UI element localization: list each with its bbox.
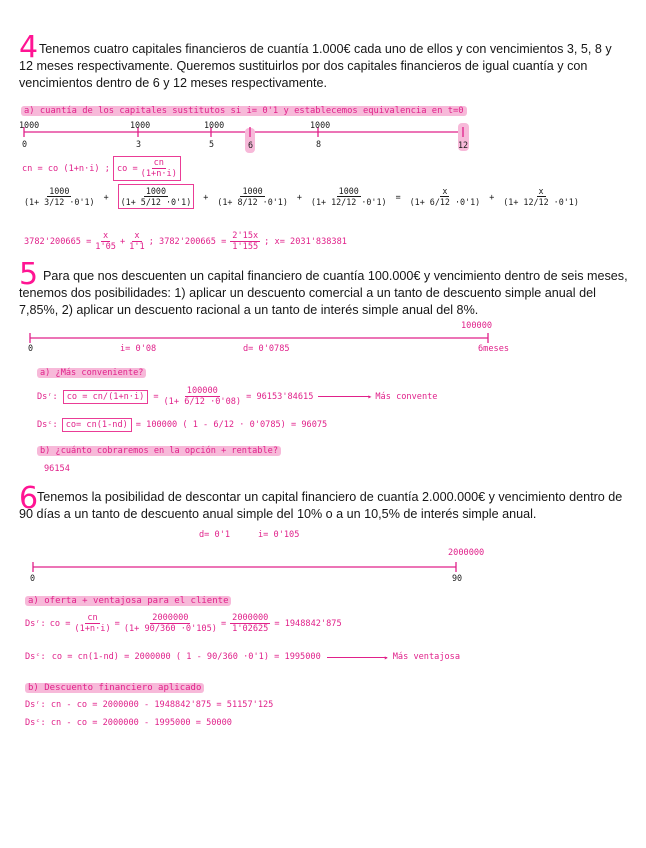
p5-question-b: b) ¿cuánto cobraremos en la opción + rentable? [37,446,281,456]
p6-heading-b: b) Descuento financiero aplicado [25,683,204,693]
tl5-i: i= 0'08 [120,344,157,354]
p6-heading-a: a) oferta + ventajosa para el cliente [25,596,231,606]
p6-dsr-frac-2: $\frac{2000000}{(1+ 90/360 \cdot 0'105)}$ [123,613,217,634]
eq-frac-4: $\frac{1000}{(1+ 12/12 \cdot 0'1)}$ [310,186,387,207]
arrow-icon: ▸ [327,657,387,658]
eq-frac-5: $\frac{x}{(1+ 6/12 \cdot 0'1)}$ [409,186,481,207]
result-frac-2: $\frac{x}{1'1}$ [129,231,145,252]
formula-num: cn [153,158,164,168]
problem-6-statement: Tenemos la posibilidad de descontar un capital financiero de cuantía 2.000.000€ y vencimiento dentro de 90 días a un tanto de descuento anual simple del 10% o a un 10,5% de interés simple anual. [19,490,623,521]
result-plus: + [119,236,126,247]
p5-dsc-box: co= cn(1-nd) [62,418,132,432]
p5-dsr-eq: = [153,391,159,402]
p5-dsr-box: co = cn/(1+n·i) [63,390,149,404]
eq-op-1: + [103,191,109,202]
p6-dsc-note: Más ventajosa [392,652,461,662]
p6-i: i= 0'105 [258,530,300,540]
result-frac-3: $\frac{2'15x}{1'155}$ [232,231,259,252]
tl4-top-0: 1000 [19,120,40,130]
p6-dsc-label: Dsᶜ: [25,652,46,662]
eq-frac-2: $\frac{1000}{(1+ 5/12 \cdot 0'1)}$ [118,184,195,209]
formula-simple-interest: cn = co (1+n·i) ; [22,163,110,174]
tl4-top-3: 1000 [310,120,331,130]
p6-rational [25,613,342,634]
tl6-left: 0 [30,573,36,583]
p6-b-rational: Dsʳ: cn - co = 2000000 - 1948842'875 = 51157'125 [25,700,274,710]
tl6-right: 90 [452,573,463,583]
tl4-bottom-0: 0 [22,139,28,149]
arrow-icon: ▸ [318,396,370,397]
p5-answer-b: 96154 [44,464,70,474]
eq-op-4: = [395,191,401,202]
problem-6-number: 6 [19,481,39,516]
tl4-bottom-1: 3 [136,139,142,149]
p6-dsr-eq-2: = [220,618,227,629]
eq-op-3: + [296,191,302,202]
eq-op-5: + [489,191,495,202]
tl4-top-1: 1000 [130,120,151,130]
tl4-bottom-2: 5 [209,139,215,149]
tl4-bottom-5: 12 [458,140,469,150]
problem-5-number: 5 [19,257,39,292]
p6-dsr-frac-1: $\frac{cn}{(1+n\cdot i)}$ [74,613,111,634]
p6-commercial [25,652,460,662]
result-x: ; x= 2031'838381 [264,236,347,247]
problem-5-statement: Para que nos descuenten un capital financiero de cuantía 100.000€ y vencimiento dentro de seis meses, tenemos dos posibilidades: 1) aplicar un descuento comercial a un tanto de descuento simple anual del 7,85%, 2) aplicar un descuento racional a un tanto de interés simple anual del 8%. [19,269,628,317]
p6-d: d= 0'1 [199,530,231,540]
eq-frac-1: $\frac{1000}{(1+ 3/12 \cdot 0'1)}$ [24,186,95,207]
problem-4-heading: a) cuantía de los capitales sustitutos si i= 0'1 y establecemos equivalencia en t=0 [21,106,467,116]
eq-frac-3: $\frac{1000}{(1+ 8/12 \cdot 0'1)}$ [217,186,288,207]
eq-frac-6: $\frac{x}{(1+ 12/12 \cdot 0'1)}$ [503,186,579,207]
tl5-d: d= 0'0785 [243,344,290,354]
tl4-top-2: 1000 [204,120,225,130]
p5-dsc-label: Dsᶜ: [37,420,58,430]
result-lhs: 3782'200665 = [24,236,92,247]
tl4-bottom-3: 6 [248,140,254,150]
p5-dsc-rest: = 100000 ( 1 - 6/12 · 0'0785) = 96075 [135,420,328,430]
p6-dsr-label: Dsʳ: [25,618,46,629]
p6-b-commercial: Dsᶜ: cn - co = 2000000 - 1995000 = 50000 [25,718,232,728]
formula-co-label: co = [116,163,138,174]
p5-dsr-frac: $\frac{100000}{(1+ 6/12 \cdot 0'08)}$ [163,386,242,407]
p6-dsc-text: co = cn(1-nd) = 2000000 ( 1 - 90/360 ·0'1) = 1995000 [51,652,321,662]
p6-dsr-co: co = [49,618,71,629]
result-frac-1: $\frac{x}{1'05}$ [95,231,116,252]
p6-dsr-eq: = [114,618,120,629]
eq-op-2: + [203,191,209,202]
tl6-top-right: 2000000 [448,548,485,558]
formula-den: (1+n·i) [140,169,177,179]
tl5-top-right: 100000 [461,321,493,331]
p5-question-a: a) ¿Más conveniente? [37,368,146,378]
p5-dsr-label: Dsʳ: [37,391,58,402]
problem-4-number: 4 [19,30,39,65]
tl5-right: 6meses [478,344,510,354]
tl4-bottom-4: 8 [316,139,322,149]
p5-dsr-note: Más convente [375,391,438,402]
tl5-left: 0 [28,343,34,353]
p6-dsr-result: = 1948842'875 [274,618,342,629]
problem-4-statement: Tenemos cuatro capitales financieros de cuantía 1.000€ cada uno de ellos y con vencimientos 3, 5, 8 y 12 meses respectivamente. Queremos sustituirlos por dos capitales financieros de igual cuantía y con vencimientos dentro de 6 y 12 meses respectivamente. [19,42,612,90]
result-mid: ; 3782'200665 = [148,236,227,247]
p6-dsr-frac-3: $\frac{2000000}{1'02625}$ [232,613,269,634]
p5-dsr-result: = 96153'84615 [246,391,314,402]
